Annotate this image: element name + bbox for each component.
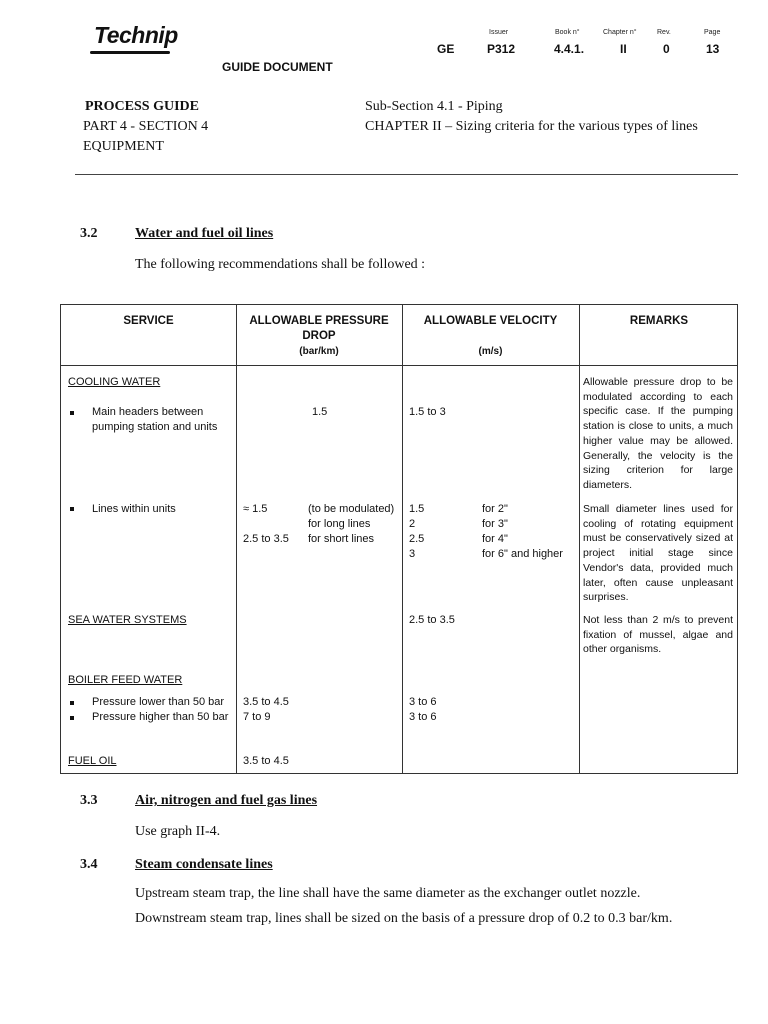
velocity-size: for 2" xyxy=(482,503,508,515)
main-headers-pressure: 1.5 xyxy=(312,406,328,418)
table-column-divider xyxy=(236,305,237,773)
header-velocity: ALLOWABLE VELOCITY xyxy=(423,315,558,327)
boiler-low-velocity: 3 to 6 xyxy=(409,696,437,708)
equipment-label: EQUIPMENT xyxy=(83,139,164,154)
book-value: P312 xyxy=(487,42,516,56)
fuel-oil-title: FUEL OIL xyxy=(68,755,117,767)
page-number: 13 xyxy=(706,42,720,56)
boiler-high-pressure-label: Pressure higher than 50 bar xyxy=(92,711,229,723)
header-pressure-unit: (bar/km) xyxy=(299,346,339,357)
lines-within-note-long: for long lines xyxy=(308,518,371,530)
sea-water-title: SEA WATER SYSTEMS xyxy=(68,614,187,626)
section-title: Steam condensate lines xyxy=(135,857,273,872)
company-logo: Technip xyxy=(94,22,178,48)
lines-within-remark: Small diameter lines used for cooling of rotating equipment must be conservatively sized at project initial stage since Vendor's data, provided much later, often cause unpleasant surprises. xyxy=(583,503,733,604)
section-title: Water and fuel oil lines xyxy=(135,226,274,241)
issuer-label: Issuer xyxy=(489,29,509,36)
lines-within-pressure-short: 2.5 to 3.5 xyxy=(243,533,289,545)
section-title: Air, nitrogen and fuel gas lines xyxy=(135,793,318,808)
section-text: Upstream steam trap, the line shall have the same diameter as the exchanger outlet nozzle. xyxy=(135,886,641,901)
page-value: 0 xyxy=(663,42,670,56)
issuer-value: GE xyxy=(437,42,455,56)
header-remarks: REMARKS xyxy=(629,315,689,327)
boiler-low-pressure-drop: 3.5 to 4.5 xyxy=(243,696,289,708)
chapter-title: CHAPTER II – Sizing criteria for the various types of lines xyxy=(365,119,698,134)
rev-label: Rev. xyxy=(657,29,671,36)
lines-within-units-label: Lines within units xyxy=(92,503,176,515)
section-number: 3.2 xyxy=(80,226,98,241)
logo-underline xyxy=(90,51,170,54)
table-column-divider xyxy=(402,305,403,773)
lines-within-pressure-long: ≈ 1.5 xyxy=(243,503,268,515)
boiler-feed-title: BOILER FEED WATER xyxy=(68,674,183,686)
header-service: SERVICE xyxy=(123,315,174,327)
document-type: GUIDE DOCUMENT xyxy=(222,60,333,74)
header-velocity-unit: (m/s) xyxy=(478,346,503,357)
header-pressure-line2: DROP xyxy=(302,330,336,342)
bullet-icon xyxy=(70,411,74,415)
header-divider xyxy=(75,174,738,175)
process-guide-title: PROCESS GUIDE xyxy=(85,99,199,114)
sea-water-velocity: 2.5 to 3.5 xyxy=(409,614,455,626)
sea-water-remark: Not less than 2 m/s to prevent fixation of mussel, algae and other organisms. xyxy=(583,614,733,656)
velocity-value: 3 xyxy=(409,548,416,560)
velocity-value: 2.5 xyxy=(409,533,425,545)
rev-value: II xyxy=(620,42,627,56)
book-label: Book n° xyxy=(555,29,580,36)
boiler-low-pressure-label: Pressure lower than 50 bar xyxy=(92,696,225,708)
page-label: Page xyxy=(704,29,721,36)
section-number: 3.4 xyxy=(80,857,98,872)
velocity-size: for 6" and higher xyxy=(482,548,563,560)
part-section: PART 4 - SECTION 4 xyxy=(83,119,209,134)
sub-section: Sub-Section 4.1 - Piping xyxy=(365,99,503,114)
main-headers-velocity: 1.5 to 3 xyxy=(409,406,446,418)
velocity-value: 1.5 xyxy=(409,503,425,515)
lines-within-note-modulated: (to be modulated) xyxy=(308,503,395,515)
lines-within-note-short: for short lines xyxy=(308,533,375,545)
chapter-value: 4.4.1. xyxy=(554,42,585,56)
chapter-label: Chapter n° xyxy=(603,29,637,36)
velocity-size: for 4" xyxy=(482,533,508,545)
recommendations-table xyxy=(60,304,738,774)
section-intro: The following recommendations shall be followed : xyxy=(135,257,426,272)
main-headers-label-cont: pumping station and units xyxy=(92,421,218,433)
table-column-divider xyxy=(579,305,580,773)
fuel-oil-pressure: 3.5 to 4.5 xyxy=(243,755,289,767)
main-headers-label: Main headers between xyxy=(92,406,204,418)
bullet-icon xyxy=(70,701,74,705)
header-pressure-line1: ALLOWABLE PRESSURE xyxy=(249,315,389,327)
boiler-high-velocity: 3 to 6 xyxy=(409,711,437,723)
table-header-divider xyxy=(61,365,737,366)
bullet-icon xyxy=(70,507,74,511)
section-text: Downstream steam trap, lines shall be sized on the basis of a pressure drop of 0.2 to 0.3 bar/km. xyxy=(135,911,673,926)
boiler-high-pressure-drop: 7 to 9 xyxy=(243,711,271,723)
bullet-icon xyxy=(70,716,74,720)
cooling-water-title: COOLING WATER xyxy=(68,376,161,388)
section-text: Use graph II-4. xyxy=(135,824,221,839)
velocity-value: 2 xyxy=(409,518,416,530)
main-headers-remark: Allowable pressure drop to be modulated according to each specific case. If the pumping station is close to units, a much higher value may be allowed. Generally, the velocity is the sizing criterion for large diameters. xyxy=(583,376,733,491)
section-number: 3.3 xyxy=(80,793,98,808)
velocity-size: for 3" xyxy=(482,518,508,530)
